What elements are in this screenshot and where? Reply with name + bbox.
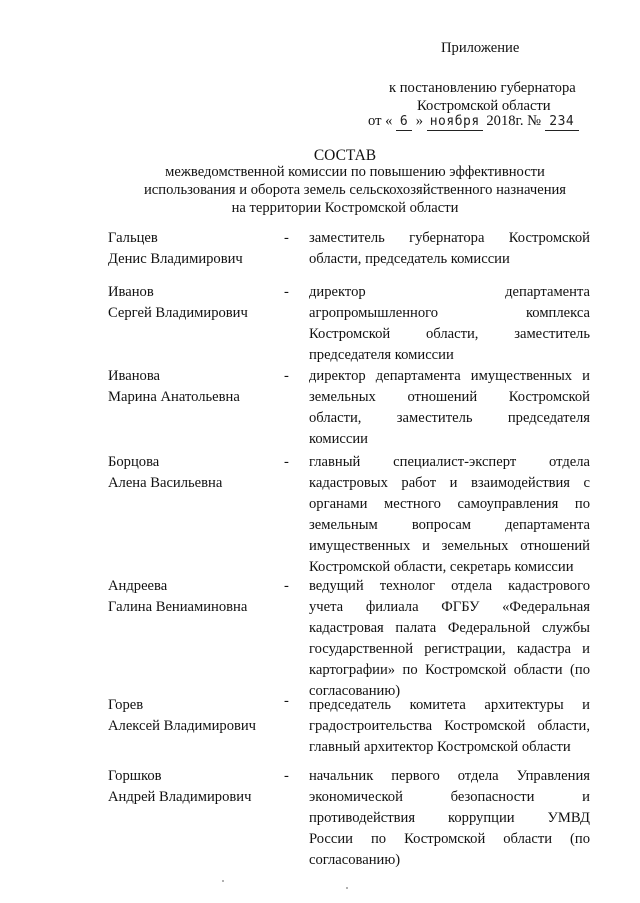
role-line: Костромской области, секретарь комиссии <box>309 559 574 575</box>
member-dash: - <box>284 284 289 300</box>
role-line: кадастровая палата Федеральной службы <box>309 620 590 636</box>
member-surname: Андреева <box>108 578 168 594</box>
member-role <box>309 452 590 578</box>
decree-line-2: Костромской области <box>417 98 551 114</box>
member-surname: Горшков <box>108 768 162 784</box>
decree-number-handwritten: 234 <box>545 114 579 131</box>
member-dash: - <box>284 368 289 384</box>
role-line: председателя комиссии <box>309 347 454 363</box>
scan-speck <box>346 887 348 889</box>
member-dash: - <box>284 768 289 784</box>
member-name <box>108 695 278 737</box>
member-surname: Иванова <box>108 368 160 384</box>
member-given-names: Марина Анатольевна <box>108 389 240 405</box>
member-given-names: Алена Васильевна <box>108 475 223 491</box>
member-given-names: Андрей Владимирович <box>108 789 252 805</box>
role-line: учета филиала ФГБУ «Федеральная <box>309 599 590 615</box>
role-line: экономической безопасности и <box>309 789 590 805</box>
member-name <box>108 366 278 408</box>
member-dash: - <box>284 230 289 246</box>
role-line: земельных отношений Костромской <box>309 389 590 405</box>
member-role <box>309 228 590 270</box>
role-line: заместитель губернатора Костромской <box>309 230 590 246</box>
member-role <box>309 695 590 758</box>
role-line: области, председатель комиссии <box>309 251 510 267</box>
role-line: комиссии <box>309 431 368 447</box>
title-line-1: межведомственной комиссии по повышению эффективности <box>165 164 545 180</box>
role-line: главный архитектор Костромской области <box>309 739 571 755</box>
member-surname: Иванов <box>108 284 154 300</box>
role-line: председатель комитета архитектуры и <box>309 697 590 713</box>
role-line: директор департамента имущественных и <box>309 368 590 384</box>
member-dash: - <box>284 578 289 594</box>
member-name <box>108 452 278 494</box>
member-given-names: Денис Владимирович <box>108 251 243 267</box>
role-line: органами местного самоуправления по <box>309 496 590 512</box>
role-line: согласованию) <box>309 683 401 699</box>
role-line: противодействия коррупции УМВД <box>309 810 590 826</box>
role-line: согласованию) <box>309 852 401 868</box>
member-surname: Борцова <box>108 454 160 470</box>
member-role <box>309 766 590 871</box>
member-dash: - <box>284 693 289 709</box>
member-role <box>309 576 590 702</box>
member-role <box>309 366 590 450</box>
date-year: 2018г. № <box>486 113 542 129</box>
role-line: картографии» по Костромской области (по <box>309 662 590 678</box>
role-line: кадастровых работ и взаимодействия с <box>309 475 590 491</box>
member-name <box>108 576 278 618</box>
member-dash: - <box>284 454 289 470</box>
member-name <box>108 766 278 808</box>
role-line: государственной регистрации, кадастра и <box>309 641 590 657</box>
role-line: градостроительства Костромской области, <box>309 718 590 734</box>
role-line: имущественных и земельных отношений <box>309 538 590 554</box>
appendix-label: Приложение <box>441 40 520 56</box>
member-name <box>108 282 278 324</box>
decree-date-line <box>368 111 579 132</box>
member-surname: Гальцев <box>108 230 158 246</box>
title-heading: СОСТАВ <box>313 147 377 164</box>
title-line-2: использования и оборота земель сельскохозяйственного назначения <box>143 182 567 198</box>
role-line: области, заместитель председателя <box>309 410 590 426</box>
role-line: России по Костромской области (по <box>309 831 590 847</box>
decree-line-1: к постановлению губернатора <box>389 80 576 96</box>
title-line-3: на территории Костромской области <box>231 200 459 216</box>
role-line: агропромышленного комплекса <box>309 305 590 321</box>
date-mid: » <box>415 113 424 129</box>
role-line: директор департамента <box>309 284 590 300</box>
date-month-handwritten: ноября <box>427 114 483 131</box>
member-given-names: Сергей Владимирович <box>108 305 248 321</box>
role-line: начальник первого отдела Управления <box>309 768 590 784</box>
member-surname: Горев <box>108 697 144 713</box>
role-line: главный специалист-эксперт отдела <box>309 454 590 470</box>
member-given-names: Алексей Владимирович <box>108 718 257 734</box>
date-prefix: от « <box>368 113 393 129</box>
role-line: ведущий технолог отдела кадастрового <box>309 578 590 594</box>
member-role <box>309 282 590 366</box>
role-line: земельным вопросам департамента <box>309 517 590 533</box>
member-given-names: Галина Вениаминовна <box>108 599 248 615</box>
scan-speck <box>222 880 224 882</box>
member-name <box>108 228 278 270</box>
date-day-handwritten: 6 <box>396 114 412 131</box>
role-line: Костромской области, заместитель <box>309 326 590 342</box>
